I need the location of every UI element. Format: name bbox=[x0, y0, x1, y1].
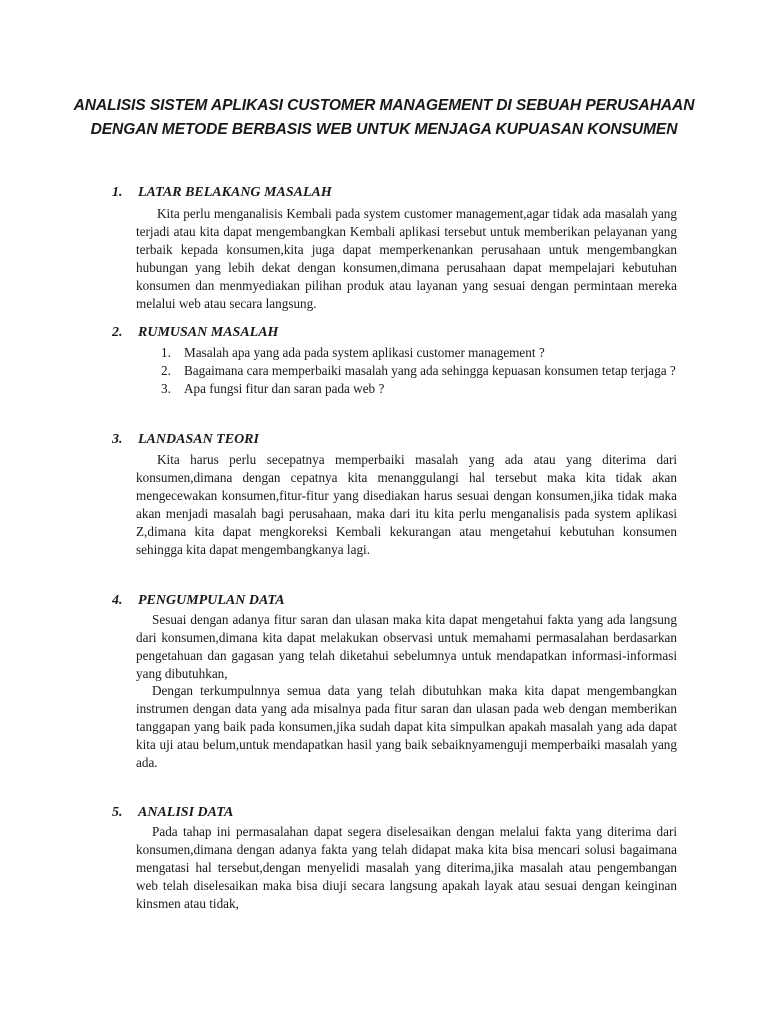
section-4-heading: 4. PENGUMPULAN DATA bbox=[112, 593, 285, 608]
section-4-paragraph-1: Sesuai dengan adanya fitur saran dan ulasan maka kita dapat mengetahui fakta yang ada langsung dari konsumen,dimana kita dapat melakukan observasi untuk memahami permasalahan berdasarkan pengetahuan dan gagasan yang telah diketahui sebelumnya untuk mendapatkan informasi-informasi yang dibutuhkan, bbox=[136, 612, 677, 681]
problem-list bbox=[136, 344, 677, 398]
section-2-heading: 2. RUMUSAN MASALAH bbox=[112, 325, 279, 340]
section-1-paragraph: Kita perlu menganalisis Kembali pada system customer management,agar tidak ada masalah yang terjadi atau kita dapat mengembangkan Kembali aplikasi tersebut untuk memberikan pelayanan yang terbaik kepada konsumen,kita juga dapat memperkenankan perusahaan untuk mengembangkan hubungan yang lebih dekat dengan konsumen,dimana perusahaan dapat mempelajari kebutuhan konsumen dan menmyediakan pilihan produk atau layanan yang sesuai dengan permintaan mereka melalui web atau secara langsung. bbox=[136, 206, 677, 311]
title-line-2: DENGAN METODE BERBASIS WEB UNTUK MENJAGA KUPUASAN KONSUMEN bbox=[90, 121, 678, 138]
list-item: 1. Masalah apa yang ada pada system aplikasi customer management ? bbox=[161, 345, 545, 360]
section-5-paragraph: Pada tahap ini permasalahan dapat segera diselesaikan dengan melalui fakta yang diterima dari konsumen,dimana dengan adanya fakta yang telah didapat maka kita bisa mencari solusi bagaimana mengatasi hal tersebut,dengan menyelidi masalah yang diterima,jika masalah atau pengembangan web telah diselesaikan maka bisa diuji secara langsung apakah layak atau sesuai dengan keinginan kinsmen atau tidak, bbox=[136, 824, 677, 911]
section-1-heading: 1. LATAR BELAKANG MASALAH bbox=[112, 185, 332, 200]
document-title bbox=[60, 94, 708, 142]
list-item: 2. Bagaimana cara memperbaiki masalah yang ada sehingga kepuasan konsumen tetap terjaga ? bbox=[161, 363, 676, 378]
section-3-paragraph: Kita harus perlu secepatnya memperbaiki masalah yang ada atau yang diterima dari konsumen,dimana dengan cepatnya kita menanggulangi hal tersebut maka kita tidak akan mengecewakan konsumen,fitur-fitur yang disediakan harus sesuai dengan konsumen,jika tidak maka akan menjadi masalah bagi perusahaan, maka dari itu kita perlu menganalisis pada system aplikasi Z,dimana kita dapat mengkoreksi Kembali kekurangan atau mengetahui kebutuhan konsumen sehingga kita dapat mengembangkanya lagi. bbox=[136, 452, 677, 557]
section-4-paragraph-2: Dengan terkumpulnnya semua data yang telah dibutuhkan maka kita dapat mengembangkan instrumen dengan data yang ada misalnya pada fitur saran dan ulasan pada web dengan memberikan tanggapan yang baik pada konsumen,jika sudah dapat kita simpulkan apakah masalah yang ada dapat kita uji atau belum,untuk mendapatkan hasil yang baik sebaiknyamenguji memperbaiki masalah yang ada. bbox=[136, 683, 677, 770]
title-line-1: ANALISIS SISTEM APLIKASI CUSTOMER MANAGEMENT DI SEBUAH PERUSAHAAN bbox=[73, 97, 695, 114]
section-3-heading: 3. LANDASAN TEORI bbox=[112, 432, 259, 447]
list-item: 3. Apa fungsi fitur dan saran pada web ? bbox=[161, 381, 385, 396]
section-5-heading: 5. ANALISI DATA bbox=[112, 805, 234, 820]
